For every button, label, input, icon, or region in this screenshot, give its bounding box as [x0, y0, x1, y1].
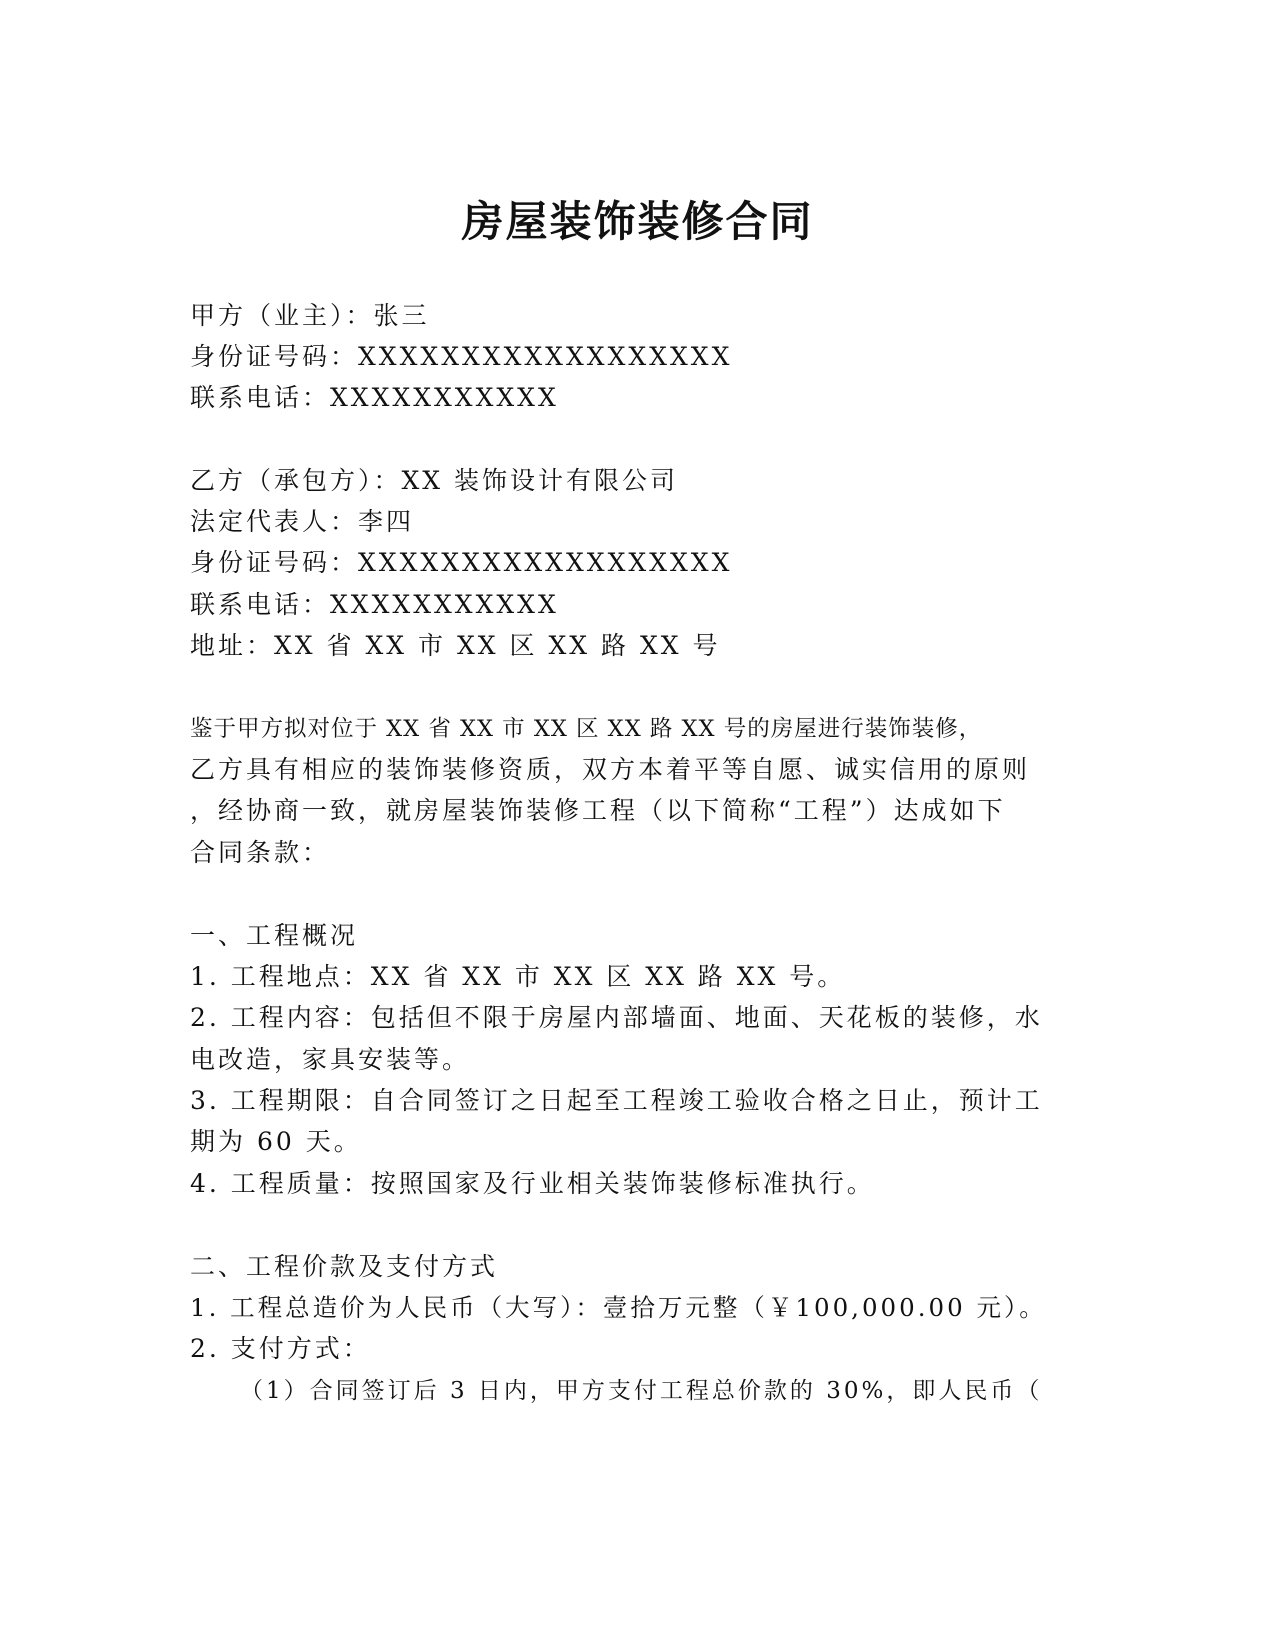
party-a-phone: 联系电话：XXXXXXXXXXX [190, 383, 559, 412]
party-b-representative: 法定代表人：李四 [190, 507, 415, 536]
preamble-line: 鉴于甲方拟对位于 XX 省 XX 市 XX 区 XX 路 XX 号的房屋进行装饰装修， [190, 716, 983, 742]
party-a-id: 身份证号码：XXXXXXXXXXXXXXXXXX [190, 342, 733, 371]
preamble-line: ，经协商一致，就房屋装饰装修工程（以下简称“工程”）达成如下 [190, 796, 1006, 825]
section1-heading: 一、工程概况 [190, 921, 359, 950]
section1-line: 2. 工程内容：包括但不限于房屋内部墙面、地面、天花板的装修，水 [190, 1003, 1043, 1032]
section2-sub-line: （1）合同签订后 3 日内，甲方支付工程总价款的 30%，即人民币（ [240, 1378, 1043, 1404]
party-a-name: 甲方（业主）：张三 [190, 301, 430, 330]
section1-line: 1. 工程地点：XX 省 XX 市 XX 区 XX 路 XX 号。 [190, 962, 846, 991]
section1-line: 期为 60 天。 [190, 1127, 362, 1156]
section1-line: 4. 工程质量：按照国家及行业相关装饰装修标准执行。 [190, 1169, 875, 1198]
section1-line: 电改造，家具安装等。 [190, 1045, 471, 1074]
section2-heading: 二、工程价款及支付方式 [190, 1252, 499, 1281]
section1-line: 3. 工程期限：自合同签订之日起至工程竣工验收合格之日止，预计工 [190, 1086, 1043, 1115]
document-title: 房屋装饰装修合同 [461, 197, 814, 246]
party-b-address: 地址：XX 省 XX 市 XX 区 XX 路 XX 号 [190, 631, 721, 660]
preamble-line: 合同条款： [190, 838, 331, 867]
section2-line: 1. 工程总造价为人民币（大写）：壹拾万元整（￥100,000.00 元）。 [190, 1293, 1047, 1322]
party-b-name: 乙方（承包方）：XX 装饰设计有限公司 [190, 466, 679, 495]
section2-line: 2. 支付方式： [190, 1334, 371, 1363]
preamble-line: 乙方具有相应的装饰装修资质，双方本着平等自愿、诚实信用的原则 [190, 755, 1031, 784]
party-b-phone: 联系电话：XXXXXXXXXXX [190, 590, 559, 619]
party-b-id: 身份证号码：XXXXXXXXXXXXXXXXXX [190, 548, 733, 577]
